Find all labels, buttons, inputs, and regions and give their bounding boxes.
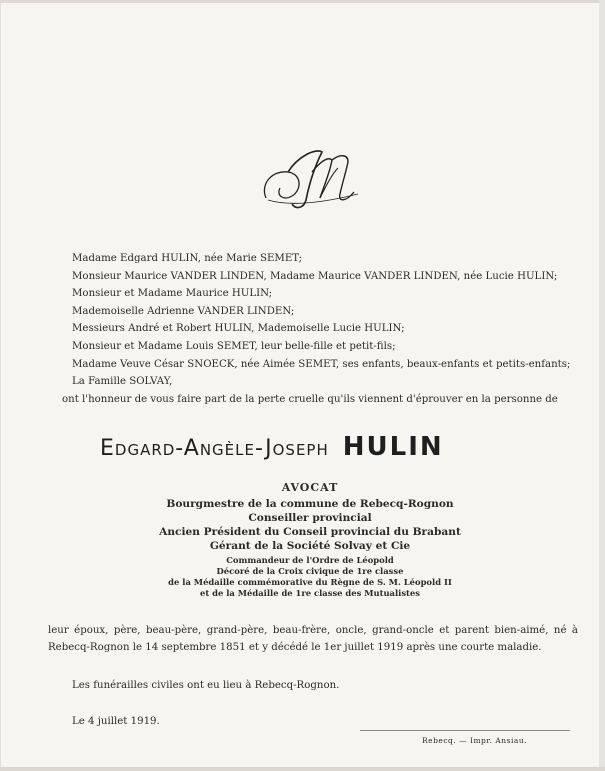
divider [360, 730, 570, 731]
mourner-line: Madame Veuve César SNOECK, née Aimée SEMET, ses enfants, beaux-enfants et petits-enfants; [72, 358, 571, 370]
title-line: Conseiller provincial [248, 512, 372, 524]
relation-paragraph: leur époux, père, beau-père, grand-père, beau-frère, oncle, grand-oncle et parent bien-aimé, né à Rebecq-Rognon le 14 septembre 1851 et y décédé le 1er juillet 1919 après une courte maladie. [48, 625, 578, 653]
page-bottom-edge [0, 767, 605, 771]
printer-imprint: Rebecq. — Impr. Ansiau. [422, 736, 528, 745]
title-line: Ancien Président du Conseil provincial du Brabant [159, 526, 461, 538]
mourner-line: Mademoiselle Adrienne VANDER LINDEN; [72, 305, 295, 317]
deceased-first-names: Edgard-Angèle-Joseph [100, 436, 329, 461]
honour-line: et de la Médaille de 1re classe des Mutualistes [200, 588, 420, 598]
intro-sentence: ont l'honneur de vous faire part de la perte cruelle qu'ils viennent d'éprouver en la personne de [62, 394, 558, 405]
page-top-edge [0, 0, 605, 3]
honour-line: Commandeur de l'Ordre de Léopold [226, 555, 394, 565]
page-right-edge [599, 0, 605, 771]
mourner-line: La Famille SOLVAY, [72, 376, 173, 388]
title-line: Gérant de la Société Solvay et Cie [209, 540, 411, 552]
mourner-line: Madame Edgard HULIN, née Marie SEMET; [72, 253, 303, 264]
deceased-titles [110, 481, 510, 599]
mourner-line: Monsieur Maurice VANDER LINDEN, Madame Maurice VANDER LINDEN, née Lucie HULIN; [72, 270, 558, 282]
mourners-list [72, 250, 592, 391]
title-line: Bourgmestre de la commune de Rebecq-Rognon [166, 498, 454, 510]
deceased-name [100, 432, 444, 462]
honour-line: de la Médaille commémorative du Règne de S. M. Léopold II [168, 577, 452, 587]
notice-date: Le 4 juillet 1919. [72, 716, 160, 727]
monogram-icon [258, 140, 368, 220]
title-line: AVOCAT [281, 481, 339, 494]
funerals-note: Les funérailles civiles ont eu lieu à Rebecq-Rognon. [72, 680, 340, 691]
deceased-last-name: HULIN [342, 432, 444, 462]
mourner-line: Monsieur et Madame Louis SEMET, leur belle-fille et petit-fils; [72, 340, 396, 352]
mourner-line: Messieurs André et Robert HULIN, Mademoiselle Lucie HULIN; [72, 323, 405, 335]
mourner-line: Monsieur et Madame Maurice HULIN; [72, 288, 273, 300]
honour-line: Décoré de la Croix civique de 1re classe [216, 566, 404, 576]
